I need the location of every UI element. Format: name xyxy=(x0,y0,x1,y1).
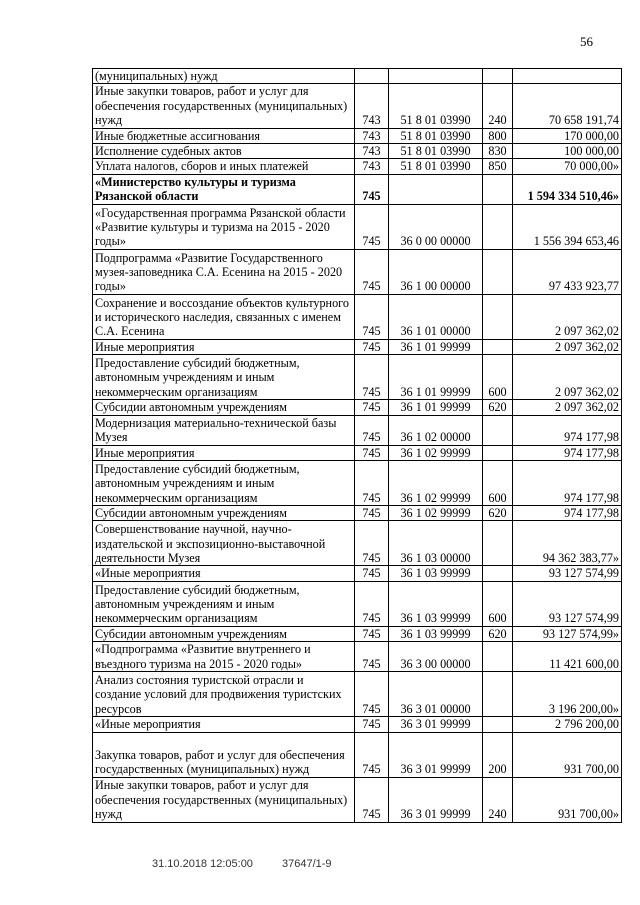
table-row xyxy=(93,581,622,626)
row-target-article xyxy=(389,174,483,204)
row-name: «Государственная программа Рязанской области «Развитие культуры и туризма на 2015 - 2020 годы» xyxy=(93,204,355,249)
row-ministry-code: 745 xyxy=(355,777,389,822)
row-amount: 1 594 334 510,46» xyxy=(513,174,622,204)
row-target-article: 36 1 03 00000 xyxy=(389,521,483,566)
row-expense-type: 830 xyxy=(483,144,513,159)
row-name: Исполнение судебных актов xyxy=(93,144,355,159)
table-row xyxy=(93,69,622,84)
row-amount: 94 362 383,77» xyxy=(513,521,622,566)
row-ministry-code: 745 xyxy=(355,294,389,339)
row-target-article: 51 8 01 03990 xyxy=(389,144,483,159)
row-expense-type: 600 xyxy=(483,581,513,626)
row-expense-type: 620 xyxy=(483,626,513,641)
budget-table xyxy=(92,68,622,823)
row-name: «Иные мероприятия xyxy=(93,717,355,732)
row-expense-type: 800 xyxy=(483,128,513,143)
row-name: Предоставление субсидий бюджетным, автономным учреждениям и иным некоммерческим организациям xyxy=(93,461,355,506)
table-row xyxy=(93,84,622,128)
row-ministry-code: 745 xyxy=(355,642,389,672)
row-name: Сохранение и воссоздание объектов культурного и исторического наследия, связанных с именем С.А. Есенина xyxy=(93,294,355,339)
row-amount: 2 796 200,00 xyxy=(513,717,622,732)
row-expense-type xyxy=(483,521,513,566)
row-name: «Подпрограмма «Развитие внутреннего и въездного туризма на 2015 - 2020 годы» xyxy=(93,642,355,672)
row-target-article: 36 1 01 99999 xyxy=(389,400,483,415)
row-amount: 70 000,00» xyxy=(513,159,622,174)
row-target-article: 51 8 01 03990 xyxy=(389,159,483,174)
table-row xyxy=(93,642,622,672)
row-amount: 2 097 362,02 xyxy=(513,294,622,339)
row-name: Субсидии автономным учреждениям xyxy=(93,506,355,521)
row-amount: 974 177,98 xyxy=(513,415,622,445)
row-amount: 931 700,00 xyxy=(513,732,622,777)
row-name: Модернизация материально-технической базы Музея xyxy=(93,415,355,445)
row-amount: 3 196 200,00» xyxy=(513,672,622,717)
table-row xyxy=(93,717,622,732)
row-ministry-code: 745 xyxy=(355,355,389,400)
row-ministry-code: 745 xyxy=(355,400,389,415)
row-name: Иные закупки товаров, работ и услуг для обеспечения государственных (муниципальных) нужд xyxy=(93,84,355,128)
row-ministry-code: 745 xyxy=(355,581,389,626)
row-ministry-code: 743 xyxy=(355,128,389,143)
row-target-article: 36 1 01 00000 xyxy=(389,294,483,339)
row-expense-type xyxy=(483,566,513,581)
row-name: Предоставление субсидий бюджетным, автономным учреждениям и иным некоммерческим организациям xyxy=(93,581,355,626)
row-expense-type: 600 xyxy=(483,355,513,400)
row-expense-type xyxy=(483,415,513,445)
row-ministry-code: 745 xyxy=(355,445,389,460)
table-row xyxy=(93,204,622,249)
footer-doc-id: 37647/1-9 xyxy=(282,858,332,870)
row-expense-type: 620 xyxy=(483,400,513,415)
row-expense-type: 200 xyxy=(483,732,513,777)
row-name: «Иные мероприятия xyxy=(93,566,355,581)
row-expense-type xyxy=(483,174,513,204)
row-target-article: 51 8 01 03990 xyxy=(389,128,483,143)
row-target-article: 36 1 02 00000 xyxy=(389,415,483,445)
row-target-article: 36 1 01 99999 xyxy=(389,355,483,400)
row-ministry-code: 745 xyxy=(355,566,389,581)
table-row xyxy=(93,626,622,641)
table-row xyxy=(93,445,622,460)
row-name: Иные закупки товаров, работ и услуг для обеспечения государственных (муниципальных) нужд xyxy=(93,777,355,822)
table-row xyxy=(93,777,622,822)
table-row xyxy=(93,339,622,354)
row-amount: 70 658 191,74 xyxy=(513,84,622,128)
row-expense-type xyxy=(483,339,513,354)
row-name: (муниципальных) нужд xyxy=(93,69,355,84)
row-ministry-code: 745 xyxy=(355,249,389,294)
row-ministry-code: 745 xyxy=(355,717,389,732)
row-name: Уплата налогов, сборов и иных платежей xyxy=(93,159,355,174)
row-ministry-code: 745 xyxy=(355,521,389,566)
row-ministry-code: 745 xyxy=(355,204,389,249)
row-amount: 100 000,00 xyxy=(513,144,622,159)
row-ministry-code: 743 xyxy=(355,144,389,159)
table-row xyxy=(93,159,622,174)
row-expense-type xyxy=(483,204,513,249)
row-target-article: 36 0 00 00000 xyxy=(389,204,483,249)
row-ministry-code: 745 xyxy=(355,174,389,204)
table-row xyxy=(93,672,622,717)
row-expense-type: 850 xyxy=(483,159,513,174)
row-ministry-code: 743 xyxy=(355,84,389,128)
table-row xyxy=(93,294,622,339)
row-expense-type: 600 xyxy=(483,461,513,506)
table-row xyxy=(93,355,622,400)
row-amount: 2 097 362,02 xyxy=(513,339,622,354)
table-row xyxy=(93,732,622,777)
row-expense-type xyxy=(483,69,513,84)
row-amount: 97 433 923,77 xyxy=(513,249,622,294)
row-amount: 1 556 394 653,46 xyxy=(513,204,622,249)
row-ministry-code xyxy=(355,69,389,84)
row-target-article: 36 3 01 99999 xyxy=(389,717,483,732)
budget-table-body xyxy=(93,69,622,823)
row-name: Закупка товаров, работ и услуг для обеспечения государственных (муниципальных) нужд xyxy=(93,732,355,777)
row-amount: 2 097 362,02 xyxy=(513,400,622,415)
row-ministry-code: 745 xyxy=(355,415,389,445)
row-amount: 974 177,98 xyxy=(513,445,622,460)
row-expense-type xyxy=(483,445,513,460)
row-ministry-code: 745 xyxy=(355,732,389,777)
row-name: Субсидии автономным учреждениям xyxy=(93,400,355,415)
row-target-article: 36 3 01 00000 xyxy=(389,672,483,717)
row-ministry-code: 745 xyxy=(355,461,389,506)
table-row xyxy=(93,174,622,204)
row-target-article: 36 1 02 99999 xyxy=(389,445,483,460)
row-ministry-code: 743 xyxy=(355,159,389,174)
row-target-article: 51 8 01 03990 xyxy=(389,84,483,128)
row-name: Подпрограмма «Развитие Государственного музея-заповедника С.А. Есенина на 2015 - 2020 годы» xyxy=(93,249,355,294)
row-ministry-code: 745 xyxy=(355,672,389,717)
row-amount: 931 700,00» xyxy=(513,777,622,822)
row-amount: 93 127 574,99» xyxy=(513,626,622,641)
row-name: Субсидии автономным учреждениям xyxy=(93,626,355,641)
table-row xyxy=(93,415,622,445)
row-name: Иные бюджетные ассигнования xyxy=(93,128,355,143)
row-ministry-code: 745 xyxy=(355,626,389,641)
row-name: Анализ состояния туристской отрасли и создание условий для продвижения туристских ресурсов xyxy=(93,672,355,717)
row-expense-type xyxy=(483,294,513,339)
row-target-article: 36 1 02 99999 xyxy=(389,461,483,506)
row-name: Иные мероприятия xyxy=(93,445,355,460)
table-row xyxy=(93,521,622,566)
row-target-article: 36 3 00 00000 xyxy=(389,642,483,672)
row-amount: 93 127 574,99 xyxy=(513,581,622,626)
row-amount: 93 127 574,99 xyxy=(513,566,622,581)
row-ministry-code: 745 xyxy=(355,339,389,354)
row-target-article xyxy=(389,69,483,84)
row-target-article: 36 1 01 99999 xyxy=(389,339,483,354)
row-amount: 170 000,00 xyxy=(513,128,622,143)
row-target-article: 36 1 03 99999 xyxy=(389,581,483,626)
row-expense-type xyxy=(483,249,513,294)
row-target-article: 36 1 00 00000 xyxy=(389,249,483,294)
table-row xyxy=(93,400,622,415)
row-target-article: 36 1 03 99999 xyxy=(389,566,483,581)
row-amount xyxy=(513,69,622,84)
row-target-article: 36 3 01 99999 xyxy=(389,732,483,777)
row-name: Совершенствование научной, научно-издательской и экспозиционно-выставочной деятельности Музея xyxy=(93,521,355,566)
table-row xyxy=(93,144,622,159)
page-number: 56 xyxy=(580,34,593,49)
row-target-article: 36 1 03 99999 xyxy=(389,626,483,641)
row-expense-type: 620 xyxy=(483,506,513,521)
row-amount: 974 177,98 xyxy=(513,506,622,521)
row-name: Иные мероприятия xyxy=(93,339,355,354)
table-row xyxy=(93,128,622,143)
row-expense-type xyxy=(483,672,513,717)
table-row xyxy=(93,461,622,506)
table-row xyxy=(93,506,622,521)
row-name: Предоставление субсидий бюджетным, автономным учреждениям и иным некоммерческим организациям xyxy=(93,355,355,400)
table-row xyxy=(93,566,622,581)
row-amount: 974 177,98 xyxy=(513,461,622,506)
row-expense-type xyxy=(483,717,513,732)
page-footer xyxy=(152,858,358,870)
table-row xyxy=(93,249,622,294)
row-amount: 2 097 362,02 xyxy=(513,355,622,400)
row-expense-type: 240 xyxy=(483,84,513,128)
row-target-article: 36 3 01 99999 xyxy=(389,777,483,822)
row-name: «Министерство культуры и туризма Рязанской области xyxy=(93,174,355,204)
row-ministry-code: 745 xyxy=(355,506,389,521)
footer-datetime: 31.10.2018 12:05:00 xyxy=(152,858,253,870)
row-expense-type xyxy=(483,642,513,672)
row-target-article: 36 1 02 99999 xyxy=(389,506,483,521)
row-amount: 11 421 600,00 xyxy=(513,642,622,672)
row-expense-type: 240 xyxy=(483,777,513,822)
